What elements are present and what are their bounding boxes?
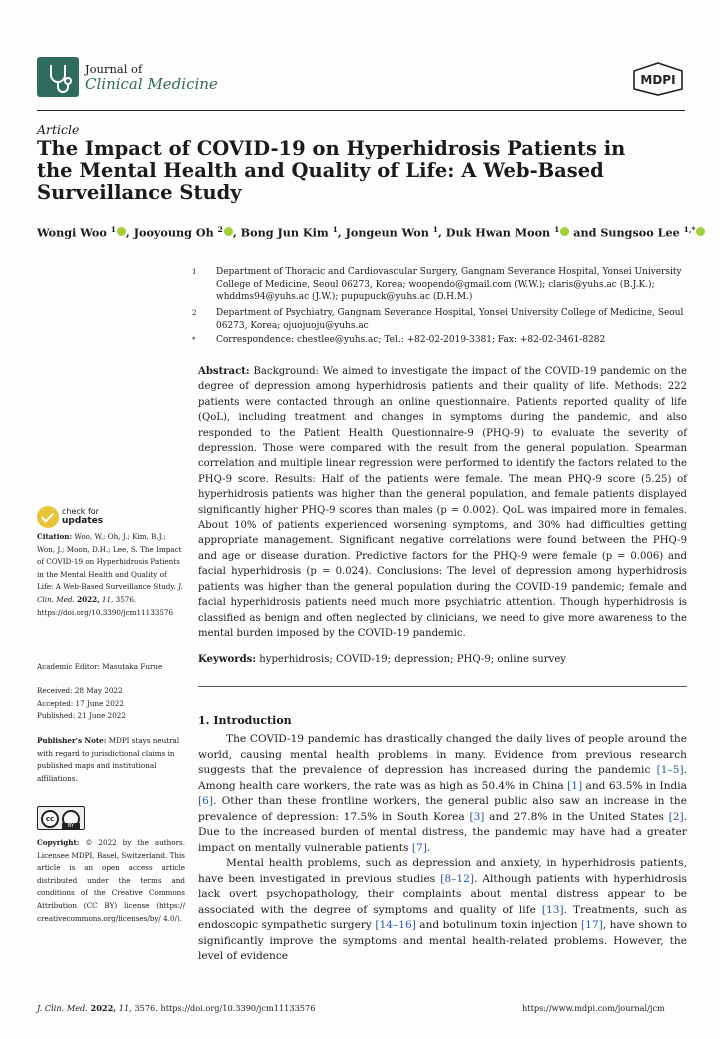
author-separator: , [125, 225, 134, 240]
footer-journal-url[interactable]: https://www.mdpi.com/journal/jcm [522, 1003, 665, 1013]
affiliation-text: Department of Psychiatry, Gangnam Severance Hospital, Yonsei University College of Medicine, Seoul 06273, Korea; ojuojuoju@yuhs.ac [216, 308, 684, 331]
academic-editor: Academic Editor: Masutaka Furue [37, 662, 163, 671]
paragraph-text: and 27.8% in the United States [484, 810, 669, 823]
paragraph-text: . Due to the increased burden of mental distress, the pandemic may have had a greater impact on mentally vulnerable patients [198, 810, 687, 854]
date-accepted: Accepted: 17 June 2022 [37, 698, 124, 708]
correspondence-text: Correspondence: chestlee@yuhs.ac; Tel.: +82-02-2019-3381; Fax: +82-02-3461-8282 [216, 335, 606, 345]
keywords-text: hyperhidrosis; COVID-19; depression; PHQ-9; online survey [259, 654, 567, 665]
date-published: Published: 21 June 2022 [37, 711, 126, 721]
cc-icon: cc [41, 810, 59, 828]
author-affiliation-sup: 2 [217, 225, 223, 234]
copyright-text: © 2022 by the authors. Licensee MDPI, Basel, Switzerland. This article is an open access article distributed under the terms and conditions of the Creative Commons Attribution (CC BY) license (https:// creativecommons.org/licenses/by/ 4.0/). [37, 838, 185, 923]
keywords-label: Keywords: [198, 654, 257, 665]
author-name[interactable]: Wongi Woo [37, 225, 111, 240]
author-affiliation-sup: 1 [554, 225, 560, 234]
cc-by-label: BY [62, 823, 80, 829]
journal-name-line2: Clinical Medicine [85, 75, 218, 93]
footer-journal: J. Clin. Med. [37, 1003, 88, 1013]
check-updates-line1: check for [62, 507, 99, 516]
abstract-label: Abstract: [198, 366, 250, 377]
reference-link[interactable]: [6] [198, 795, 214, 807]
author-name[interactable]: Duk Hwan Moon [445, 225, 555, 240]
correspondence [192, 334, 688, 347]
article-title: The Impact of COVID-19 on Hyperhidrosis Patients in the Mental Health and Quality of Life: A Web-Based Surveillance Study [37, 137, 626, 204]
author-list [37, 225, 696, 240]
header-divider [37, 110, 685, 111]
creative-commons-badge[interactable] [37, 806, 85, 830]
author-separator: , [437, 225, 446, 240]
publication-dates [37, 685, 185, 723]
orcid-icon[interactable] [224, 227, 233, 236]
reference-link[interactable]: [1–5] [656, 764, 684, 776]
copyright [37, 837, 185, 925]
journal-logo [37, 57, 79, 97]
reference-link[interactable]: [1] [567, 779, 583, 792]
footer-citation [37, 1003, 315, 1013]
citation-doi-link[interactable]: 3576. https://doi.org/10.3390/jcm11133576 [37, 594, 174, 617]
reference-link[interactable]: [13] [541, 903, 564, 916]
footer-year: 2022, [90, 1003, 117, 1013]
author-affiliation-sup: 1 [110, 225, 116, 234]
intro-paragraph-2 [198, 856, 687, 965]
orcid-icon[interactable] [117, 227, 126, 236]
pubnote-label: Publisher's Note: [37, 736, 107, 745]
section-heading-introduction: 1. Introduction [198, 714, 292, 727]
reference-link[interactable]: [8–12] [440, 872, 475, 885]
abstract [198, 364, 687, 641]
footer-volume: 11, [118, 1003, 132, 1013]
author-name[interactable]: Jooyoung Oh [133, 225, 218, 240]
article-type: Article [37, 122, 80, 137]
citation-journal: J. Clin. Med. [37, 582, 183, 604]
keywords-divider [198, 686, 687, 687]
publisher-name: MDPI [640, 73, 676, 87]
author-affiliation-sup: 1 [432, 225, 438, 234]
journal-name-line1: Journal of [85, 62, 143, 76]
author-name[interactable]: Jongeun Won [345, 225, 433, 240]
citation-volume: 11, [101, 594, 114, 604]
affiliation-1 [192, 266, 688, 304]
citation [37, 531, 185, 619]
paragraph-text: . Treatments, such as endoscopic sympathetic surgery [198, 903, 687, 931]
orcid-icon[interactable] [560, 227, 569, 236]
footer-doi-link[interactable]: 3576. https://doi.org/10.3390/jcm11133576 [134, 1003, 316, 1013]
keywords [198, 654, 687, 665]
affiliation-mark: * [192, 336, 196, 344]
check-updates-line2: updates [62, 516, 104, 526]
paragraph-text: , have shown to significantly improve the symptoms and mental health-related problems. However, the level of evidence [198, 919, 687, 962]
author-name[interactable]: Sungsoo Lee [600, 225, 684, 240]
copyright-label: Copyright: [37, 838, 80, 847]
reference-link[interactable]: [14–16] [375, 919, 416, 931]
affiliation-mark: 2 [192, 309, 197, 317]
affiliation-2 [192, 307, 688, 332]
publishers-note [37, 735, 185, 785]
paragraph-text: . Among health care workers, the rate was as high as 50.4% in China [198, 764, 687, 792]
mdpi-logo [632, 62, 684, 96]
author-separator: and [569, 225, 601, 240]
paragraph-text: Mental health problems, such as depression and anxiety, in hyperhidrosis patients, have been investigated in previous studies [198, 857, 687, 885]
intro-paragraph-1 [198, 732, 687, 856]
citation-text: Woo, W.; Oh, J.; Kim, B.J.; Won, J.; Moon, D.H.; Lee, S. The Impact of COVID-19 on Hyperhidrosis Patients in the Mental Health and Quality of Life: A Web-Based Surveillance Study. [37, 532, 182, 592]
affiliation-mark: 1 [192, 268, 197, 276]
affiliation-text: Department of Thoracic and Cardiovascular Surgery, Gangnam Severance Hospital, Yonsei University College of Medicine, Seoul 06273, Korea; woopendo@gmail.com (W.W.); claris@yuhs.ac (B.J.K.); whddms94@yuhs.ac (J.W.); pupupuck@yuhs.ac (D.H.M.) [216, 267, 682, 302]
citation-year: 2022, [77, 594, 100, 604]
checkmark-icon [37, 506, 59, 528]
reference-link[interactable]: [7] [411, 841, 427, 854]
author-separator: , [337, 225, 346, 240]
date-received: Received: 28 May 2022 [37, 686, 123, 695]
paragraph-text: and botulinum toxin injection [415, 919, 582, 931]
paragraph-text: and 63.5% in India [582, 779, 687, 792]
pubnote-text: MDPI stays neutral with regard to jurisdictional claims in published maps and institutional affiliations. [37, 736, 180, 783]
paragraph-text: . [426, 841, 431, 854]
abstract-text: Background: We aimed to investigate the impact of the COVID-19 pandemic on the degree of depression among hyperhidrosis patients and their quality of life. Methods: 222 patients were contacted through an online questionnaire. Patients reported quality of life (QoL), including treatment and changes in symptoms during the pandemic, and also responded to the Patient Health Questionnaire-9 (PHQ-9) to evaluate the severity of depression. Those were compared with the result from the general population. Spearman correlation and multiple linear regression were performed to identify the factors related to the PHQ-9 score. Results: Half of the patients were female. The mean PHQ-9 score (5.25) of hyperhidrosis patients was higher than the general population, and female patients displayed significantly higher PHQ-9 scores than males (p = 0.002). QoL was impaired more in females. About 10% of patients experienced worsening symptoms, and 30% had difficulties getting appropriate management. Significant negative correlations were found between the PHQ-9 and age or disease duration. Predictive factors for the PHQ-9 were female (p = 0.006) and facial hyperhidrosis (p = 0.024). Conclusions: The level of depression among hyperhidrosis patients was higher than the general population during the COVID-19 pandemic; female and facial hyperhidrosis patients need much more psychiatric attention. Though hyperhidrosis is classified as benign and often neglected by clinicians, we need to give more awareness to the mental burden imposed by the COVID-19 pandemic. [198, 366, 687, 639]
paragraph-text: . Although patients with hyperhidrosis lack overt psychopathology, their complaints about mental distress appear to be associated with the degree of symptoms and quality of life [198, 872, 687, 916]
paragraph-text: . Other than these frontline workers, the general public also saw an increase in the prevalence of depression: 17.5% in South Korea [198, 795, 687, 823]
stethoscope-icon [37, 57, 79, 97]
author-name[interactable]: Bong Jun Kim [240, 225, 333, 240]
citation-label: Citation: [37, 532, 73, 541]
reference-link[interactable]: [2] [668, 810, 684, 823]
author-affiliation-sup: 1 [332, 225, 338, 234]
author-affiliation-sup: 1,* [683, 225, 696, 234]
orcid-icon[interactable] [696, 227, 705, 236]
reference-link[interactable]: [3] [469, 810, 485, 823]
paragraph-text: The COVID-19 pandemic has drastically changed the daily lives of people around the world, causing mental health problems in many. Evidence from previous research suggests that the prevalence of depression has increased during the pandemic [198, 733, 687, 776]
reference-link[interactable]: [17] [581, 919, 603, 931]
author-separator: , [232, 225, 241, 240]
